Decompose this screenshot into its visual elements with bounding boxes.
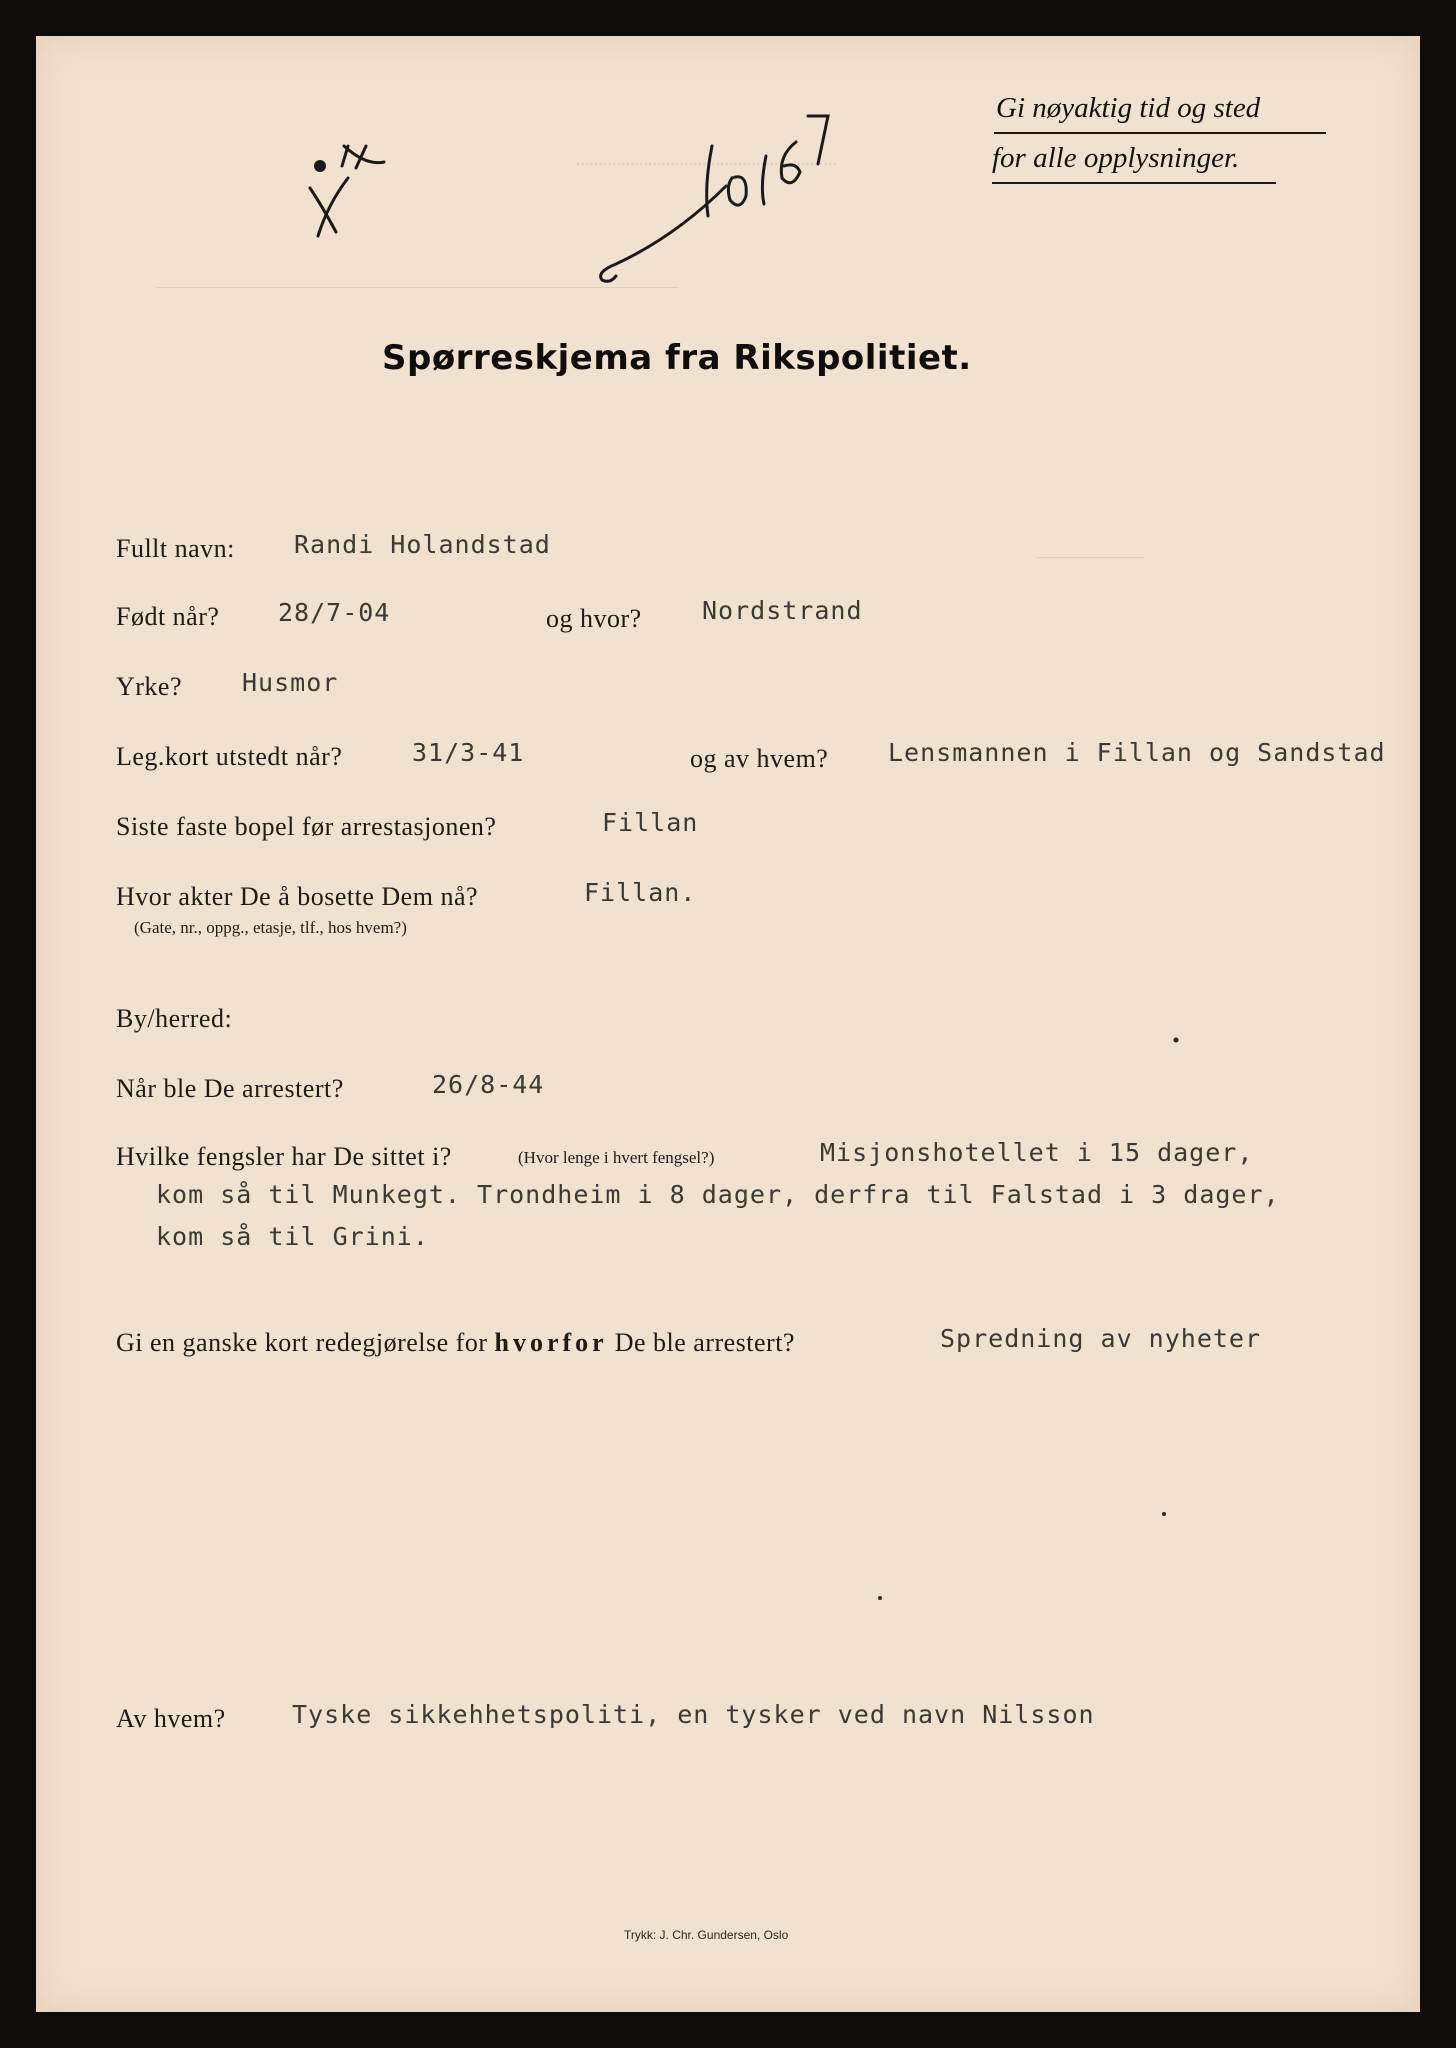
label-occupation: Yrke? xyxy=(116,672,183,701)
label-id-issued-by: og av hvem? xyxy=(690,744,829,773)
value-full-name: Randi Holandstad xyxy=(294,530,551,559)
form-title: Spørreskjema fra Rikspolitiet. xyxy=(382,338,972,378)
printer-imprint: Trykk: J. Chr. Gundersen, Oslo xyxy=(624,1928,789,1942)
value-prisons-line-1: Misjonshotellet i 15 dager, xyxy=(820,1138,1254,1167)
label-arrested-by: Av hvem? xyxy=(116,1704,226,1733)
value-occupation: Husmor xyxy=(242,668,339,697)
label-born-where: og hvor? xyxy=(546,604,642,633)
label-reason-part-2: De ble arrestert? xyxy=(614,1328,795,1357)
value-id-issued-when: 31/3-41 xyxy=(412,738,525,767)
label-prisons: Hvilke fengsler har De sittet i? xyxy=(116,1142,452,1171)
label-planned-address: Hvor akter De å bosette Dem nå? xyxy=(116,882,479,911)
label-reason-emphasis: hvorfor xyxy=(494,1328,608,1357)
form-page xyxy=(36,36,1420,2012)
value-planned-address: Fillan. xyxy=(584,878,697,907)
label-reason xyxy=(116,1328,795,1358)
value-born-where: Nordstrand xyxy=(702,596,863,625)
value-born-when: 28/7-04 xyxy=(278,598,391,627)
instruction-line-1: Gi nøyaktig tid og sted xyxy=(996,92,1261,124)
instruction-underline-2 xyxy=(992,182,1276,184)
label-municipality: By/herred: xyxy=(116,1004,233,1033)
label-arrested-when: Når ble De arrestert? xyxy=(116,1074,344,1103)
label-last-address: Siste faste bopel før arrestasjonen? xyxy=(116,812,497,841)
bleed-through-text: —————— xyxy=(1036,546,1144,566)
label-id-issued-when: Leg.kort utstedt når? xyxy=(116,742,343,771)
value-id-issued-by: Lensmannen i Fillan og Sandstad xyxy=(888,738,1386,767)
value-reason: Spredning av nyheter xyxy=(940,1324,1262,1353)
hint-prisons: (Hvor lenge i hvert fengsel?) xyxy=(518,1148,715,1167)
bleed-through-text: .......................................................... xyxy=(576,149,837,169)
label-born-when: Født når? xyxy=(116,602,220,631)
value-arrested-when: 26/8-44 xyxy=(432,1070,545,1099)
value-last-address: Fillan xyxy=(602,808,699,837)
instruction-line-2: for alle opplysninger. xyxy=(992,142,1240,174)
archive-number xyxy=(736,132,941,200)
hint-planned-address: (Gate, nr., oppg., etasje, tlf., hos hvem?) xyxy=(134,918,407,937)
value-arrested-by: Tyske sikkehhetspoliti, en tysker ved navn Nilsson xyxy=(292,1700,1095,1729)
value-prisons-line-2: kom så til Munkegt. Trondheim i 8 dager, derfra til Falstad i 3 dager, xyxy=(156,1180,1280,1209)
value-prisons-line-3: kom så til Grini. xyxy=(156,1222,429,1251)
bleed-through-text: ————————————————————————————— xyxy=(156,276,678,296)
label-full-name: Fullt navn: xyxy=(116,534,235,563)
label-reason-part-1: Gi en ganske kort redegjørelse for xyxy=(116,1328,488,1357)
instruction-underline-1 xyxy=(994,132,1326,134)
